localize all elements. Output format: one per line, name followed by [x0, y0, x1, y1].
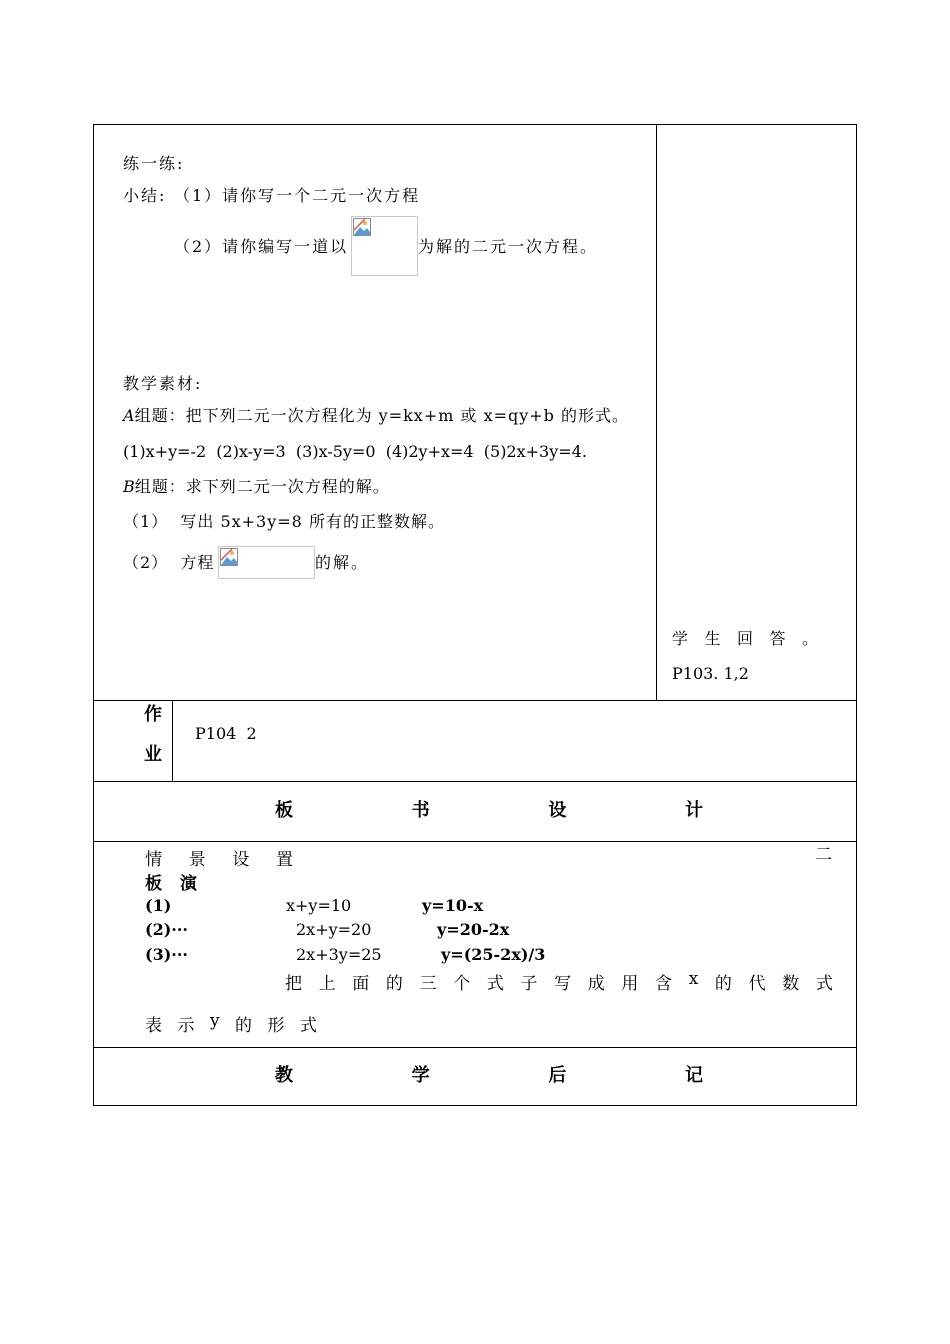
column-divider	[656, 124, 657, 701]
summary-item-1: （1）请你写一个二元一次方程	[174, 186, 421, 205]
scene-setting: 情 景 设 置	[145, 850, 293, 870]
table-top-border	[93, 124, 857, 125]
homework-label-divider	[172, 700, 173, 781]
row-divider-homework-top	[93, 700, 857, 701]
group-b-question-1: （1） 写出 5x+3y=8 所有的正整数解。	[123, 512, 445, 531]
group-b-text: 组题：求下列二元一次方程的解。	[134, 477, 390, 496]
demo-row-3-eq: 2x+3y=25	[296, 945, 382, 964]
group-a-label: A	[123, 406, 135, 425]
demo-row-2-eq: 2x+y=20	[296, 920, 372, 939]
scene-right-char: 二	[815, 845, 832, 865]
board-demo-label: 板 演	[145, 874, 197, 894]
homework-content: P104 2	[195, 724, 257, 743]
student-answer-note: 学 生 回 答 。	[672, 629, 818, 648]
practice-heading: 练一练:	[123, 154, 185, 173]
broken-image-icon	[353, 218, 371, 236]
equation-image	[218, 546, 315, 579]
demo-row-3-num: (3)···	[145, 945, 188, 964]
group-a-line	[123, 406, 629, 426]
demo-row-1-num: (1)	[145, 896, 172, 915]
solution-image	[351, 216, 418, 276]
demo-row-1-ans: y=10-x	[422, 896, 484, 915]
homework-label-char-2: 业	[144, 744, 162, 765]
summary-item-2-suffix: 为解的二元一次方程。	[418, 237, 599, 256]
board-design-title: 板 书 设 计	[275, 800, 703, 821]
postscript-title: 教 学 后 记	[275, 1065, 703, 1086]
summary-item-2-prefix: （2）请你编写一道以	[174, 237, 349, 256]
row-divider-board-content-top	[93, 841, 857, 842]
demo-row-2-ans: y=20-2x	[437, 920, 510, 939]
row-divider-board-title-top	[93, 781, 857, 782]
demo-row-3-ans: y=(25-2x)/3	[441, 945, 546, 964]
group-b-question-2-prefix: （2） 方程	[123, 553, 215, 572]
group-b-label: B	[123, 477, 135, 496]
instruction-line-2: 表 示 y 的 形 式	[145, 1011, 317, 1036]
row-divider-postscript-top	[93, 1047, 857, 1048]
demo-row-2-num: (2)···	[145, 920, 188, 939]
group-b-question-2-suffix: 的解。	[315, 553, 370, 572]
materials-heading: 教学素材:	[123, 374, 203, 393]
table-left-border	[93, 124, 94, 1106]
group-b-line	[123, 477, 390, 497]
demo-row-1-eq: x+y=10	[286, 896, 352, 915]
group-a-equations: (1)x+y=-2 (2)x-y=3 (3)x-5y=0 (4)2y+x=4 (5)2x+3y=4.	[123, 442, 587, 461]
table-bottom-border	[93, 1105, 857, 1106]
broken-image-icon	[220, 548, 238, 566]
textbook-pages: P103. 1,2	[672, 664, 749, 683]
instruction-line-1: 把 上 面 的 三 个 式 子 写 成 用 含 x 的 代 数 式	[285, 969, 833, 994]
group-a-text: 组题：把下列二元一次方程化为 y=kx+m 或 x=qy+b 的形式。	[134, 406, 630, 425]
table-right-border	[856, 124, 857, 1106]
homework-label-char-1: 作	[144, 704, 162, 725]
summary-label: 小结:	[123, 186, 167, 205]
